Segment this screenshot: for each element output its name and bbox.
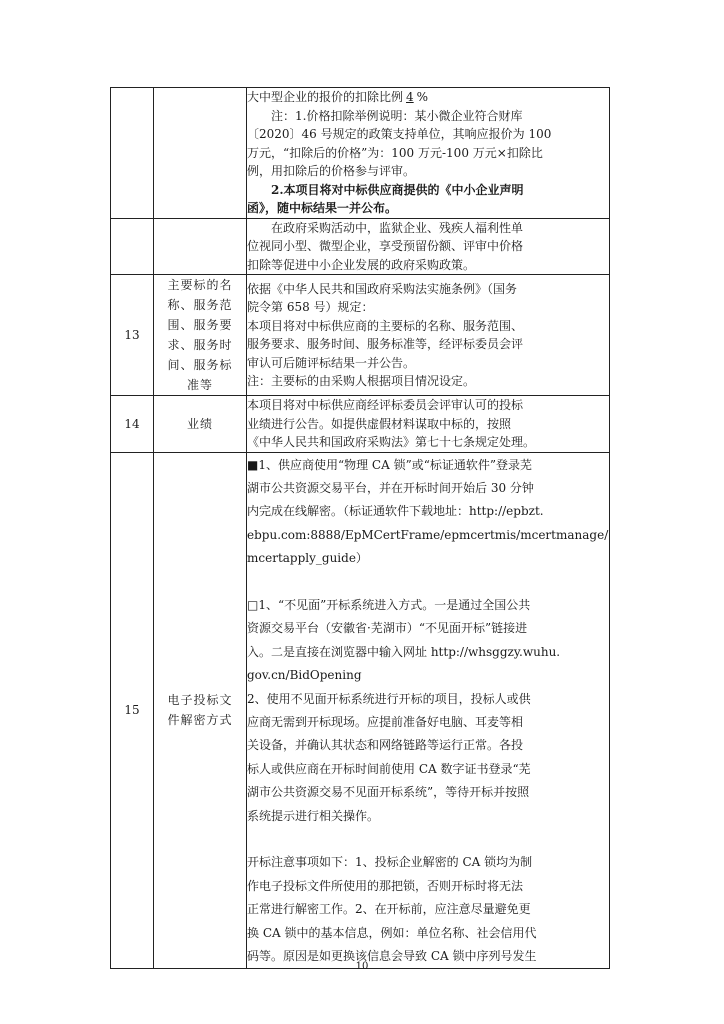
label-line: 间、服务标 [167,358,233,372]
label-line: 围、服务要 [167,318,233,332]
row-number [111,88,154,219]
text-line: 例，用扣除后的价格参与评审。 [247,164,416,178]
text-line: 依据《中华人民共和国政府采购法实施条例》（国务 [247,281,518,296]
text-line: 服务要求、服务时间、服务标准等，经评标委员会评 [247,337,524,351]
table-row [111,452,610,969]
row-number: 14 [111,396,154,453]
text-line: % [416,90,429,104]
text-line: 院令第 658 号）规定： [247,300,374,314]
text-line: 2、使用不见面开标系统进行开标的项目，投标人或供 [247,691,531,706]
text-line: 入。二是直接在浏览器中输入网址 http://whsggzy.wuhu. [247,644,561,659]
text-line: 注：1.价格扣除举例说明：某小微企业符合财库 [271,108,523,123]
row-label [154,275,247,396]
text-line: 换 CA 锁中的基本信息，例如：单位名称、社会信用代 [247,925,537,940]
row-label [154,452,247,969]
selected-option-line: ■1、供应商使用“物理 CA 锁”或“标证通软件”登录芜 [247,457,532,472]
text-line: 资源交易平台（安徽省·芜湖市）“不见面开标”链接进 [247,621,528,636]
text-line: 〔2020〕46 号规定的政策支持单位，其响应报价为 100 [247,127,552,141]
requirements-table [110,87,610,969]
paragraph-gap [247,571,609,594]
text-line: 本项目将对中标供应商的主要标的名称、服务范围、 [247,318,524,333]
url-line: mcertapply_guide） [247,551,368,566]
row-label [154,88,247,219]
text-line: 关设备，并确认其状态和网络链路等运行正常。各投 [247,738,524,753]
unselected-option-line: □1、“不见面”开标系统进入方式。一是通过全国公共 [247,597,531,612]
row-content [247,275,610,396]
text-line: 正常进行解密工作。2、在开标前，应注意尽量避免更 [247,902,531,917]
table-row [111,88,610,219]
row-content [247,88,610,219]
label-line: 电子投标文 [167,693,233,708]
bold-notice-line: 2.本项目将对中标供应商提供的《中小企业声明 [271,182,524,197]
text-line: 码等。原因是如更换该信息会导致 CA 锁中序列号发生 [247,949,537,963]
label-line: 准等 [186,378,213,392]
text-line: 本项目将对中标供应商经评标委员会评审认可的投标 [247,398,524,412]
table-row [111,396,610,453]
text-line: 《中华人民共和国政府采购法》第七十七条规定处理。 [247,435,536,449]
table-row [111,275,610,396]
row-label [154,218,247,275]
text-line: 万元，“扣除后的价格”为：100 万元-100 万元×扣除比 [247,145,543,160]
deduction-ratio-value: 4 [406,90,414,104]
row-label: 业绩 [154,396,247,453]
row-content [247,218,610,275]
label-line: 件解密方式 [167,713,233,728]
text-line: 开标注意事项如下：1、投标企业解密的 CA 锁均为制 [247,855,533,870]
text-line: 大中型企业的报价的扣除比例 [247,90,404,104]
label-line: 称、服务范 [167,298,233,312]
text-line: 应商无需到开标现场。应提前准备好电脑、耳麦等相 [247,714,524,729]
text-line: 标人或供应商在开标时间前使用 CA 数字证书登录“芜 [247,761,531,776]
text-line: 业绩进行公告。如提供虚假材料谋取中标的，按照 [247,416,512,431]
row-number [111,218,154,275]
text-line: 系统提示进行相关操作。 [247,808,380,823]
text-line: 审认可后随评标结果一并公告。 [247,355,416,370]
text-line: 位视同小型、微型企业，享受预留份额、评审中价格 [247,239,524,253]
bold-notice-line: 函》，随中标结果一并公布。 [247,201,398,215]
label-line: 求、服务时 [167,338,233,352]
text-line: 内完成在线解密。（标证通软件下载地址：http://epbzt. [247,504,544,519]
paragraph-gap [247,828,609,851]
row-content [247,396,610,453]
url-line: ebpu.com:8888/EpMCertFrame/epmcertmis/mcertmanage/ [247,527,609,542]
row-number: 15 [111,452,154,969]
page-number: 10 [355,961,369,972]
text-line: 注：主要标的由采购人根据项目情况设定。 [247,374,476,388]
url-line: gov.cn/BidOpening [247,668,362,683]
text-line: 在政府采购活动中，监狱企业、残疾人福利性单 [271,220,524,235]
text-line: 湖市公共资源交易不见面开标系统”，等待开标并按照 [247,785,530,800]
row-content [247,452,610,969]
table-row [111,218,610,275]
text-line: 作电子投标文件所使用的那把锁，否则开标时将无法 [247,878,524,893]
text-line: 湖市公共资源交易平台，并在开标时间开始后 30 分钟 [247,480,534,495]
text-line: 扣除等促进中小企业发展的政府采购政策。 [247,257,476,272]
row-number: 13 [111,275,154,396]
label-line: 主要标的名 [167,278,233,292]
